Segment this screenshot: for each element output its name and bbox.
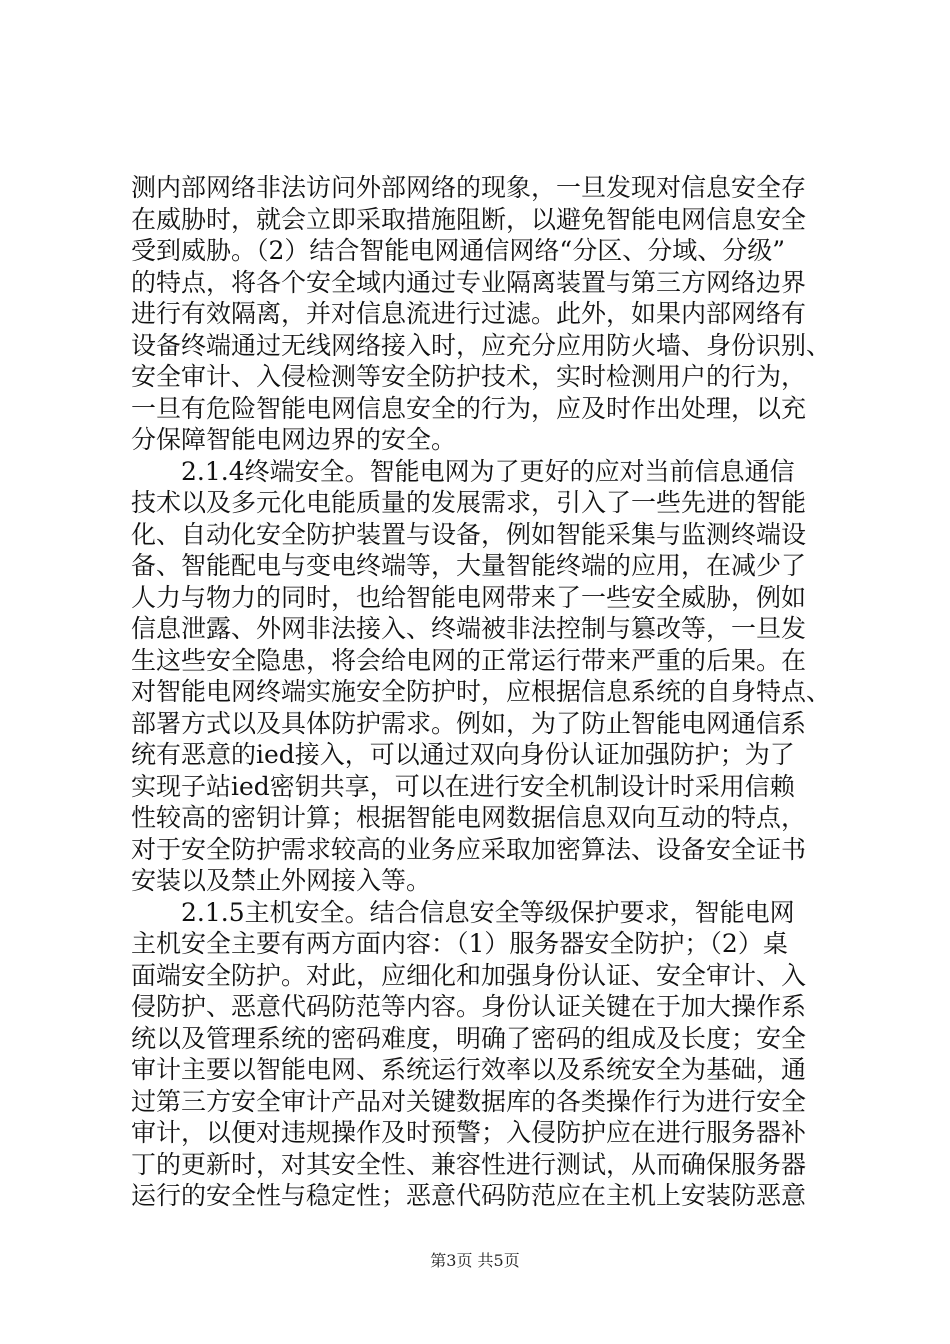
text-line: 信息泄露、外网非法接入、终端被非法控制与篡改等，一旦发 [131,614,807,643]
text-line: 实现子站ied密钥共享，可以在进行安全机制设计时采用信赖 [131,771,795,801]
text-line: 的特点，将各个安全域内通过专业隔离装置与第三方网络边界 [131,267,807,297]
text-line: 进行有效隔离，并对信息流进行过滤。此外，如果内部网络有 [131,299,807,328]
page-footer: 第3页 共5页 [430,1251,520,1270]
text-line: 侵防护、恶意代码防范等内容。身份认证关键在于加大操作系 [131,992,807,1021]
text-line: 备、智能配电与变电终端等，大量智能终端的应用，在减少了 [131,551,807,580]
text-line: 审计主要以智能电网、系统运行效率以及系统安全为基础，通 [131,1055,807,1084]
text-line: 设备终端通过无线网络接入时，应充分应用防火墙、身份识别、 [131,330,831,360]
text-line: 对智能电网终端实施安全防护时，应根据信息系统的自身特点、 [131,677,831,706]
body-text [131,172,831,1212]
text-line: 性较高的密钥计算；根据智能电网数据信息双向互动的特点， [131,803,807,832]
text-line: 丁的更新时，对其安全性、兼容性进行测试，从而确保服务器 [131,1149,807,1179]
text-line: 安装以及禁止外网接入等。 [131,866,432,895]
section-heading-line: 2.1.4终端安全。智能电网为了更好的应对当前信息通信 [131,456,795,486]
text-line: 对于安全防护需求较高的业务应采取加密算法、设备安全证书 [131,834,807,864]
text-line: 生这些安全隐患，将会给电网的正常运行带来严重的后果。在 [131,645,807,675]
text-line: 运行的安全性与稳定性；恶意代码防范应在主机上安装防恶意 [131,1181,807,1210]
text-line: 受到威胁。（2）结合智能电网通信网络“分区、分域、分级” [131,236,785,265]
text-line: 安全审计、入侵检测等安全防护技术，实时检测用户的行为， [131,362,807,391]
text-line: 人力与物力的同时，也给智能电网带来了一些安全威胁，例如 [131,582,807,612]
text-line: 统有恶意的ied接入，可以通过双向身份认证加强防护；为了 [131,740,795,769]
text-line: 部署方式以及具体防护需求。例如，为了防止智能电网通信系 [131,708,807,738]
text-line: 化、自动化安全防护装置与设备，例如智能采集与监测终端设 [131,519,807,549]
text-line: 测内部网络非法访问外部网络的现象，一旦发现对信息安全存 [131,173,807,202]
text-line: 面端安全防护。对此，应细化和加强身份认证、安全审计、入 [131,960,807,990]
section-heading-line: 2.1.5主机安全。结合信息安全等级保护要求，智能电网 [131,897,795,927]
text-line: 过第三方安全审计产品对关键数据库的各类操作行为进行安全 [131,1086,807,1116]
text-line: 审计，以便对违规操作及时预警；入侵防护应在进行服务器补 [131,1118,807,1147]
text-line: 一旦有危险智能电网信息安全的行为，应及时作出处理，以充 [131,393,807,423]
text-line: 主机安全主要有两方面内容：（1）服务器安全防护；（2）桌 [131,929,788,958]
text-line: 在威胁时，就会立即采取措施阻断，以避免智能电网信息安全 [131,204,807,234]
text-line: 技术以及多元化电能质量的发展需求，引入了一些先进的智能 [131,488,807,517]
text-line: 统以及管理系统的密码难度，明确了密码的组成及长度；安全 [131,1023,807,1053]
text-line: 分保障智能电网边界的安全。 [131,425,457,454]
